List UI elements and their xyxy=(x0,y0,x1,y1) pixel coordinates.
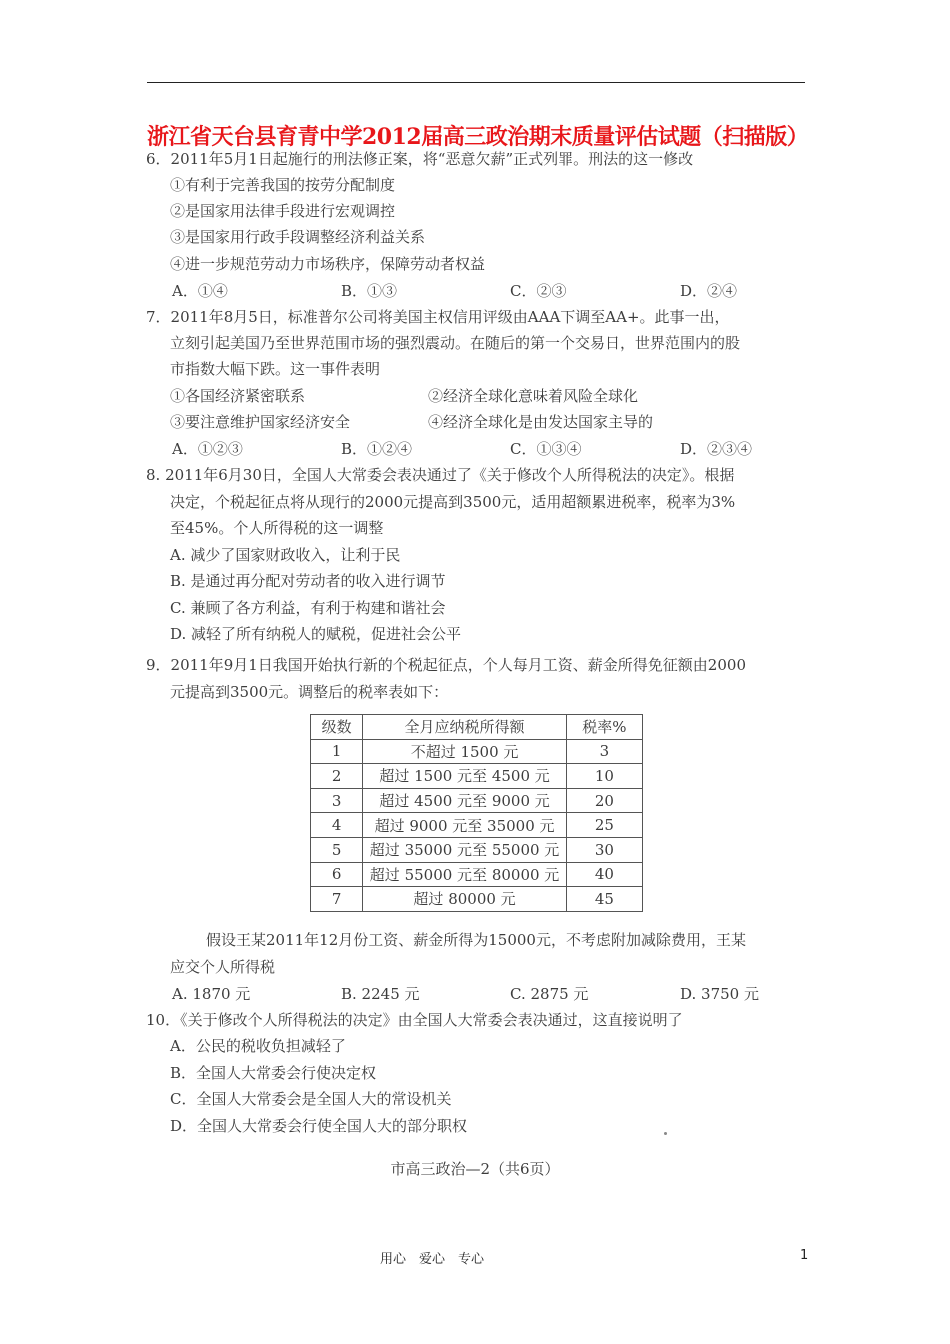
table-cell: 6 xyxy=(311,862,363,887)
q6-item-2: ②是国家用法律手段进行宏观调控 xyxy=(170,202,396,220)
q10-option-d: D．全国人大常委会行使全国人大的部分职权 xyxy=(170,1117,468,1135)
q7-option-d: D．②③④ xyxy=(680,440,753,458)
q8-stem-line-3: 至45%。个人所得税的这一调整 xyxy=(170,519,384,537)
table-cell: 40 xyxy=(566,862,642,887)
q9-stem-line-1: 9．2011年9月1日我国开始执行新的个税起征点，个人每月工资、薪金所得免征额由2000 xyxy=(146,656,746,674)
table-cell: 30 xyxy=(566,837,642,862)
q6-item-3: ③是国家用行政手段调整经济利益关系 xyxy=(170,228,426,246)
q8-stem-line-1: 8. 2011年6月30日，全国人大常委会表决通过了《关于修改个人所得税法的决定》。根据 xyxy=(146,466,735,484)
q10-option-a: A．公民的税收负担减轻了 xyxy=(170,1037,346,1055)
table-cell: 7 xyxy=(311,887,363,912)
header-rule xyxy=(147,82,805,83)
table-row xyxy=(311,739,643,764)
table-header-rate: 税率% xyxy=(566,715,642,740)
tax-rate-table xyxy=(310,714,643,912)
table-cell: 10 xyxy=(566,764,642,789)
q7-stem-line-1: 7．2011年8月5日，标准普尔公司将美国主权信用评级由AAA下调至AA+。此事一出， xyxy=(146,308,730,326)
table-row xyxy=(311,764,643,789)
q9-assumption-line-2: 应交个人所得税 xyxy=(170,958,276,976)
q6-option-a: A．①④ xyxy=(172,282,228,300)
q7-item-3: ③要注意维护国家经济安全 xyxy=(170,413,351,431)
table-cell: 超过 80000 元 xyxy=(363,887,566,912)
q9-assumption-line-1: 假设王某2011年12月份工资、薪金所得为15000元，不考虑附加减除费用，王某 xyxy=(206,931,746,949)
q8-option-c: C. 兼顾了各方利益，有利于构建和谐社会 xyxy=(170,599,446,617)
q7-item-2: ②经济全球化意味着风险全球化 xyxy=(428,387,639,405)
q7-option-c: C．①③④ xyxy=(510,440,582,458)
table-row xyxy=(311,813,643,838)
q10-option-b: B．全国人大常委会行使决定权 xyxy=(170,1064,377,1082)
table-cell: 超过 4500 元至 9000 元 xyxy=(363,788,566,813)
q6-option-b: B．①③ xyxy=(341,282,398,300)
q9-stem-line-2: 元提高到3500元。调整后的税率表如下： xyxy=(170,683,449,701)
table-cell: 3 xyxy=(566,739,642,764)
q8-stem-line-2: 决定，个税起征点将从现行的2000元提高到3500元，适用超额累进税率，税率为3% xyxy=(170,493,736,511)
page-footer: 市高三政治—2（共6页） xyxy=(390,1160,560,1178)
table-cell: 1 xyxy=(311,739,363,764)
q7-option-a: A．①②③ xyxy=(172,440,243,458)
table-cell: 2 xyxy=(311,764,363,789)
table-row xyxy=(311,887,643,912)
q7-item-1: ①各国经济紧密联系 xyxy=(170,387,306,405)
table-row xyxy=(311,788,643,813)
q8-option-a: A. 减少了国家财政收入，让利于民 xyxy=(170,546,401,564)
table-cell: 4 xyxy=(311,813,363,838)
table-header-level: 级数 xyxy=(311,715,363,740)
q9-option-b: B. 2245 元 xyxy=(341,985,420,1003)
table-cell: 20 xyxy=(566,788,642,813)
footer-motto: 用心 爱心 专心 xyxy=(380,1252,485,1267)
q6-item-4: ④进一步规范劳动力市场秩序，保障劳动者权益 xyxy=(170,255,486,273)
table-cell: 超过 9000 元至 35000 元 xyxy=(363,813,566,838)
q7-option-b: B．①②④ xyxy=(341,440,413,458)
table-cell: 超过 1500 元至 4500 元 xyxy=(363,764,566,789)
table-cell: 3 xyxy=(311,788,363,813)
table-cell: 25 xyxy=(566,813,642,838)
q6-option-d: D．②④ xyxy=(680,282,738,300)
table-cell: 45 xyxy=(566,887,642,912)
table-row xyxy=(311,862,643,887)
table-cell: 超过 55000 元至 80000 元 xyxy=(363,862,566,887)
table-header-row xyxy=(311,715,643,740)
table-row xyxy=(311,837,643,862)
q10-option-c: C．全国人大常委会是全国人大的常设机关 xyxy=(170,1090,452,1108)
q6-option-c: C．②③ xyxy=(510,282,567,300)
q7-item-4: ④经济全球化是由发达国家主导的 xyxy=(428,413,654,431)
q7-stem-line-2: 立刻引起美国乃至世界范围市场的强烈震动。在随后的第一个交易日，世界范围内的股 xyxy=(170,334,741,352)
scan-speck xyxy=(664,1132,667,1135)
q10-stem: 10．《关于修改个人所得税法的决定》由全国人大常委会表决通过，这直接说明了 xyxy=(146,1011,683,1029)
table-header-income: 全月应纳税所得额 xyxy=(363,715,566,740)
q6-stem: 6．2011年5月1日起施行的刑法修正案，将“恶意欠薪”正式列罪。刑法的这一修改 xyxy=(146,150,694,168)
page-title: 浙江省天台县育青中学2012届高三政治期末质量评估试题（扫描版） xyxy=(147,124,809,150)
q9-option-c: C. 2875 元 xyxy=(510,985,589,1003)
q9-option-d: D. 3750 元 xyxy=(680,985,759,1003)
q9-option-a: A. 1870 元 xyxy=(172,985,251,1003)
q6-item-1: ①有利于完善我国的按劳分配制度 xyxy=(170,176,396,194)
table-cell: 超过 35000 元至 55000 元 xyxy=(363,837,566,862)
q7-stem-line-3: 市指数大幅下跌。这一事件表明 xyxy=(170,360,381,378)
page-number: 1 xyxy=(800,1248,809,1263)
table-cell: 5 xyxy=(311,837,363,862)
q8-option-d: D. 减轻了所有纳税人的赋税，促进社会公平 xyxy=(170,625,462,643)
q8-option-b: B. 是通过再分配对劳动者的收入进行调节 xyxy=(170,572,446,590)
table-cell: 不超过 1500 元 xyxy=(363,739,566,764)
